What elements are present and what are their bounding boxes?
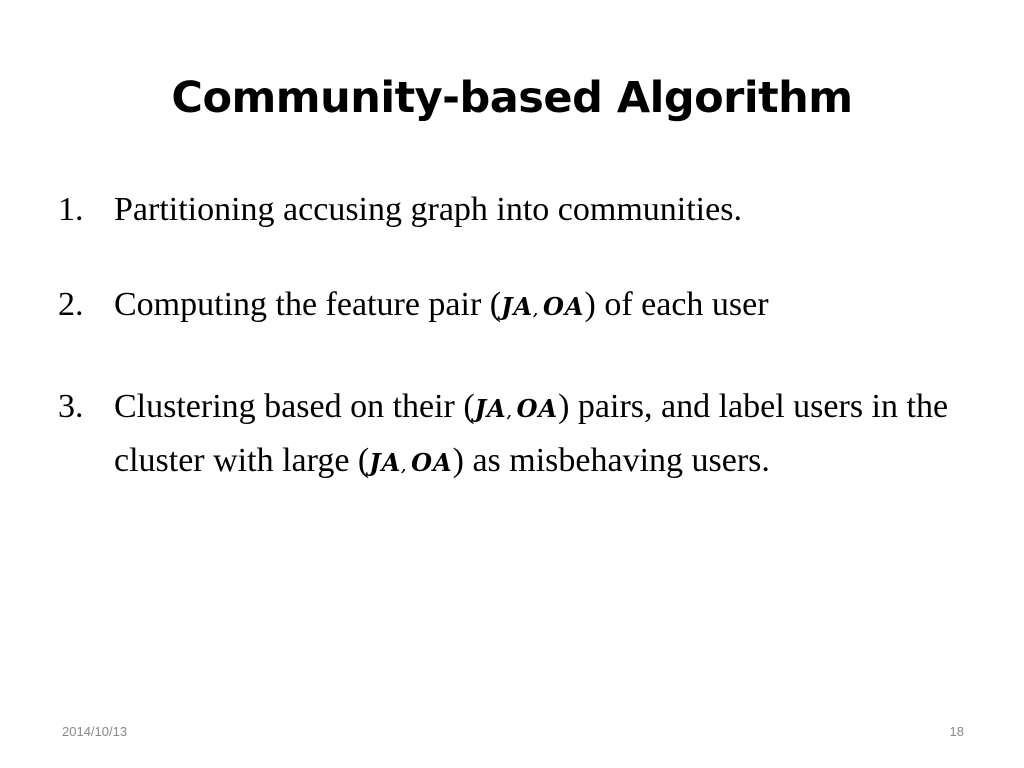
item-text-before: Computing the feature pair ( bbox=[114, 286, 502, 323]
feature-ja: JA bbox=[369, 448, 402, 477]
page-number: 18 bbox=[949, 724, 964, 739]
item-text-middle: ) pairs, and label users in the cluster with large ( bbox=[114, 388, 949, 479]
item-text-after: ) of each user bbox=[584, 286, 769, 323]
item-number: 1. bbox=[58, 191, 84, 228]
feature-oa: OA bbox=[411, 448, 453, 477]
feature-separator: , bbox=[506, 405, 513, 421]
item-number: 2. bbox=[58, 286, 84, 323]
feature-oa: OA bbox=[516, 394, 559, 423]
feature-pair bbox=[475, 394, 558, 423]
item-text-before: Clustering based on their ( bbox=[114, 388, 475, 425]
feature-ja: JA bbox=[474, 394, 507, 423]
bullet-list bbox=[58, 186, 958, 491]
feature-ja: JA bbox=[501, 292, 534, 321]
feature-separator: , bbox=[533, 303, 539, 319]
footer-date: 2014/10/13 bbox=[62, 724, 128, 739]
feature-oa: OA bbox=[542, 292, 585, 321]
item-text-after: ) as misbehaving users. bbox=[452, 442, 770, 479]
item-number: 3. bbox=[58, 388, 84, 425]
list-item bbox=[58, 186, 958, 233]
list-item bbox=[58, 281, 958, 335]
feature-pair bbox=[369, 448, 452, 477]
feature-separator: , bbox=[401, 459, 408, 475]
feature-pair bbox=[501, 292, 584, 321]
slide-title: Community-based Algorithm bbox=[171, 73, 853, 123]
item-text: Partitioning accusing graph into communities. bbox=[114, 191, 742, 228]
list-item bbox=[58, 383, 958, 491]
